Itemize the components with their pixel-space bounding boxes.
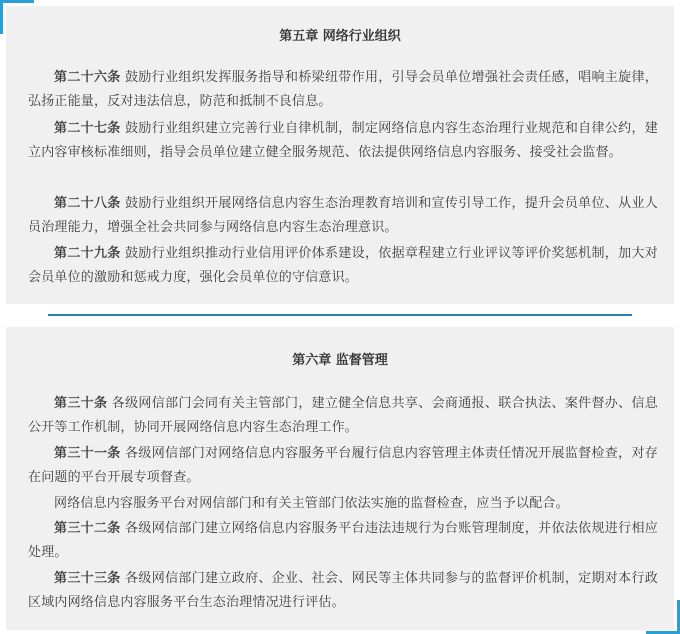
article-27 bbox=[28, 117, 658, 165]
article-number: 第三十二条 bbox=[54, 521, 121, 536]
article-33 bbox=[28, 567, 658, 615]
article-text: 鼓励行业组织发挥服务指导和桥梁纽带作用，引导会员单位增强社会责任感，唱响主旋律，弘扬正能量，反对违法信息，防范和抵制不良信息。 bbox=[28, 70, 658, 109]
chapter-6-panel bbox=[6, 327, 674, 630]
chapter-5-title: 第五章 网络行业组织 bbox=[279, 29, 401, 44]
chapter-6-title: 第六章 监督管理 bbox=[292, 353, 388, 368]
article-31 bbox=[28, 442, 658, 490]
article-number: 第二十八条 bbox=[54, 196, 121, 211]
article-text: 各级网信部门建立政府、企业、社会、网民等主体共同参与的监督评价机制，定期对本行政区域内网络信息内容服务平台生态治理情况进行评估。 bbox=[28, 571, 658, 610]
article-32 bbox=[28, 517, 658, 565]
article-28 bbox=[28, 192, 658, 240]
article-text: 网络信息内容服务平台对网信部门和有关主管部门依法实施的监督检查，应当予以配合。 bbox=[54, 496, 569, 511]
corner-accent-top-left-v bbox=[0, 0, 3, 34]
article-number: 第二十九条 bbox=[54, 246, 121, 261]
article-number: 第三十三条 bbox=[54, 571, 121, 586]
corner-accent-top-left-h bbox=[0, 0, 34, 3]
article-text: 各级网信部门对网络信息内容服务平台履行信息内容管理主体责任情况开展监督检查，对存在问题的平台开展专项督查。 bbox=[28, 446, 658, 485]
article-text: 鼓励行业组织开展网络信息内容生态治理教育培训和宣传引导工作，提升会员单位、从业人员治理能力，增强全社会共同参与网络信息内容生态治理意识。 bbox=[28, 196, 658, 235]
article-text: 各级网信部门会同有关主管部门，建立健全信息共享、会商通报、联合执法、案件督办、信息公开等工作机制，协同开展网络信息内容生态治理工作。 bbox=[28, 396, 658, 435]
article-30 bbox=[28, 392, 658, 440]
article-29 bbox=[28, 242, 658, 290]
article-31-paragraph-2 bbox=[28, 492, 658, 516]
article-number: 第二十七条 bbox=[54, 121, 121, 136]
article-text: 鼓励行业组织建立完善行业自律机制，制定网络信息内容生态治理行业规范和自律公约，建立内容审核标准细则，指导会员单位建立健全服务规范、依法提供网络信息内容服务、接受社会监督。 bbox=[28, 121, 658, 160]
article-number: 第三十条 bbox=[54, 396, 108, 411]
article-text: 鼓励行业组织推动行业信用评价体系建设，依据章程建立行业评议等评价奖惩机制，加大对会员单位的激励和惩戒力度，强化会员单位的守信意识。 bbox=[28, 246, 658, 285]
article-number: 第三十一条 bbox=[54, 446, 121, 461]
article-26 bbox=[28, 66, 658, 114]
article-number: 第二十六条 bbox=[54, 70, 121, 85]
section-divider bbox=[48, 314, 632, 316]
article-text: 各级网信部门建立网络信息内容服务平台违法违规行为台账管理制度，并依法依规进行相应处理。 bbox=[28, 521, 658, 560]
chapter-5-panel bbox=[6, 6, 674, 304]
